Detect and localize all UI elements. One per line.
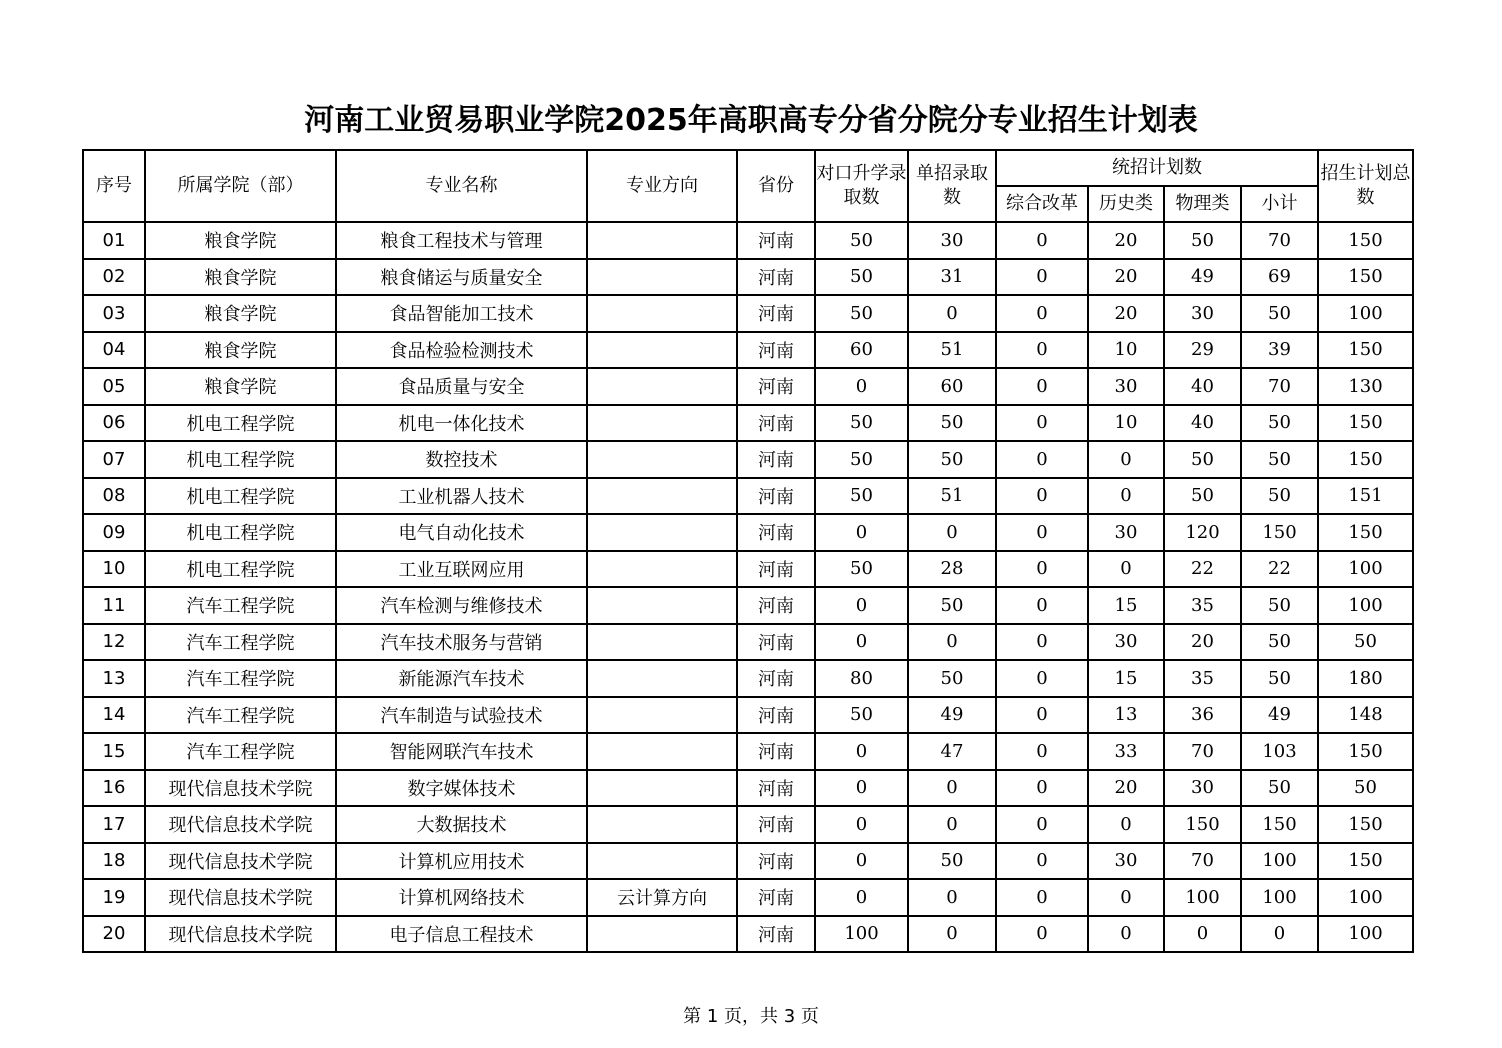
- cell-total: 150: [1318, 843, 1413, 880]
- cell-province: 河南: [737, 222, 815, 259]
- cell-zonghe: 0: [996, 478, 1088, 515]
- cell-lishi: 20: [1088, 222, 1164, 259]
- cell-wuli: 30: [1164, 295, 1241, 332]
- cell-total: 100: [1318, 295, 1413, 332]
- table-row: [83, 697, 1413, 734]
- cell-college: 粮食学院: [145, 259, 336, 296]
- cell-xiaoji: 22: [1241, 551, 1318, 588]
- cell-zonghe: 0: [996, 405, 1088, 442]
- cell-major: 数字媒体技术: [336, 770, 587, 807]
- cell-xiaoji: 100: [1241, 843, 1318, 880]
- cell-college: 机电工程学院: [145, 405, 336, 442]
- cell-seq: 15: [83, 733, 145, 770]
- cell-major: 粮食储运与质量安全: [336, 259, 587, 296]
- cell-duikou: 50: [815, 259, 908, 296]
- cell-xiaoji: 50: [1241, 441, 1318, 478]
- cell-wuli: 30: [1164, 770, 1241, 807]
- cell-lishi: 10: [1088, 405, 1164, 442]
- cell-seq: 06: [83, 405, 145, 442]
- cell-college: 汽车工程学院: [145, 660, 336, 697]
- cell-direction: [587, 295, 737, 332]
- cell-total: 150: [1318, 806, 1413, 843]
- cell-duikou: 50: [815, 478, 908, 515]
- cell-danzhao: 0: [908, 514, 996, 551]
- cell-province: 河南: [737, 879, 815, 916]
- table-body: [83, 222, 1413, 952]
- cell-xiaoji: 50: [1241, 624, 1318, 661]
- cell-province: 河南: [737, 843, 815, 880]
- cell-seq: 04: [83, 332, 145, 369]
- cell-duikou: 0: [815, 624, 908, 661]
- cell-major: 新能源汽车技术: [336, 660, 587, 697]
- cell-direction: [587, 916, 737, 953]
- cell-wuli: 0: [1164, 916, 1241, 953]
- cell-wuli: 29: [1164, 332, 1241, 369]
- cell-college: 现代信息技术学院: [145, 916, 336, 953]
- table-row: [83, 660, 1413, 697]
- table-row: [83, 222, 1413, 259]
- cell-danzhao: 49: [908, 697, 996, 734]
- cell-zonghe: 0: [996, 514, 1088, 551]
- cell-province: 河南: [737, 551, 815, 588]
- cell-seq: 16: [83, 770, 145, 807]
- cell-total: 100: [1318, 551, 1413, 588]
- cell-direction: [587, 587, 737, 624]
- cell-major: 电子信息工程技术: [336, 916, 587, 953]
- table-row: [83, 514, 1413, 551]
- cell-total: 130: [1318, 368, 1413, 405]
- cell-major: 食品检验检测技术: [336, 332, 587, 369]
- cell-wuli: 40: [1164, 368, 1241, 405]
- cell-college: 现代信息技术学院: [145, 806, 336, 843]
- cell-xiaoji: 50: [1241, 660, 1318, 697]
- table-row: [83, 295, 1413, 332]
- cell-danzhao: 50: [908, 587, 996, 624]
- cell-major: 汽车技术服务与营销: [336, 624, 587, 661]
- cell-xiaoji: 50: [1241, 770, 1318, 807]
- cell-major: 数控技术: [336, 441, 587, 478]
- cell-major: 汽车制造与试验技术: [336, 697, 587, 734]
- cell-total: 148: [1318, 697, 1413, 734]
- cell-province: 河南: [737, 916, 815, 953]
- cell-total: 150: [1318, 514, 1413, 551]
- header-xiaoji: 小计: [1241, 186, 1318, 222]
- cell-college: 粮食学院: [145, 332, 336, 369]
- cell-duikou: 0: [815, 770, 908, 807]
- cell-province: 河南: [737, 441, 815, 478]
- cell-duikou: 50: [815, 222, 908, 259]
- cell-xiaoji: 50: [1241, 405, 1318, 442]
- cell-direction: [587, 405, 737, 442]
- cell-zonghe: 0: [996, 587, 1088, 624]
- cell-major: 大数据技术: [336, 806, 587, 843]
- table-row: [83, 624, 1413, 661]
- header-danzhao: 单招录取数: [908, 150, 996, 222]
- cell-major: 工业互联网应用: [336, 551, 587, 588]
- cell-province: 河南: [737, 295, 815, 332]
- cell-seq: 05: [83, 368, 145, 405]
- cell-direction: [587, 551, 737, 588]
- cell-direction: [587, 478, 737, 515]
- cell-college: 机电工程学院: [145, 478, 336, 515]
- cell-seq: 13: [83, 660, 145, 697]
- cell-total: 100: [1318, 879, 1413, 916]
- cell-zonghe: 0: [996, 624, 1088, 661]
- cell-xiaoji: 70: [1241, 222, 1318, 259]
- cell-lishi: 15: [1088, 587, 1164, 624]
- cell-duikou: 50: [815, 697, 908, 734]
- cell-college: 汽车工程学院: [145, 624, 336, 661]
- cell-total: 150: [1318, 222, 1413, 259]
- cell-seq: 07: [83, 441, 145, 478]
- cell-direction: [587, 733, 737, 770]
- header-province: 省份: [737, 150, 815, 222]
- cell-wuli: 100: [1164, 879, 1241, 916]
- table-row: [83, 770, 1413, 807]
- cell-zonghe: 0: [996, 259, 1088, 296]
- cell-major: 计算机应用技术: [336, 843, 587, 880]
- header-total: 招生计划总数: [1318, 150, 1413, 222]
- table-row: [83, 259, 1413, 296]
- cell-total: 150: [1318, 259, 1413, 296]
- cell-seq: 10: [83, 551, 145, 588]
- cell-wuli: 50: [1164, 222, 1241, 259]
- cell-total: 100: [1318, 587, 1413, 624]
- header-direction: 专业方向: [587, 150, 737, 222]
- cell-major: 食品智能加工技术: [336, 295, 587, 332]
- cell-lishi: 20: [1088, 770, 1164, 807]
- cell-college: 现代信息技术学院: [145, 843, 336, 880]
- cell-major: 计算机网络技术: [336, 879, 587, 916]
- cell-seq: 19: [83, 879, 145, 916]
- cell-major: 食品质量与安全: [336, 368, 587, 405]
- cell-xiaoji: 103: [1241, 733, 1318, 770]
- cell-province: 河南: [737, 733, 815, 770]
- cell-direction: [587, 697, 737, 734]
- cell-zonghe: 0: [996, 879, 1088, 916]
- cell-direction: [587, 222, 737, 259]
- cell-duikou: 0: [815, 587, 908, 624]
- cell-zonghe: 0: [996, 295, 1088, 332]
- cell-duikou: 80: [815, 660, 908, 697]
- cell-total: 150: [1318, 332, 1413, 369]
- cell-xiaoji: 50: [1241, 587, 1318, 624]
- header-wuli: 物理类: [1164, 186, 1241, 222]
- cell-zonghe: 0: [996, 551, 1088, 588]
- cell-college: 粮食学院: [145, 295, 336, 332]
- cell-danzhao: 0: [908, 770, 996, 807]
- cell-seq: 11: [83, 587, 145, 624]
- table-row: [83, 368, 1413, 405]
- cell-province: 河南: [737, 624, 815, 661]
- page-title: 河南工业贸易职业学院2025年高职高专分省分院分专业招生计划表: [304, 103, 1198, 138]
- cell-zonghe: 0: [996, 332, 1088, 369]
- header-tongzhao: 统招计划数: [996, 150, 1318, 186]
- cell-danzhao: 50: [908, 405, 996, 442]
- cell-direction: [587, 259, 737, 296]
- cell-lishi: 30: [1088, 843, 1164, 880]
- header-lishi: 历史类: [1088, 186, 1164, 222]
- cell-major: 电气自动化技术: [336, 514, 587, 551]
- cell-lishi: 30: [1088, 514, 1164, 551]
- cell-college: 现代信息技术学院: [145, 879, 336, 916]
- header-college: 所属学院（部）: [145, 150, 336, 222]
- cell-province: 河南: [737, 368, 815, 405]
- cell-danzhao: 0: [908, 295, 996, 332]
- cell-danzhao: 31: [908, 259, 996, 296]
- cell-seq: 20: [83, 916, 145, 953]
- cell-danzhao: 51: [908, 478, 996, 515]
- table-row: [83, 916, 1413, 953]
- table-row: [83, 478, 1413, 515]
- cell-lishi: 13: [1088, 697, 1164, 734]
- cell-duikou: 0: [815, 733, 908, 770]
- cell-danzhao: 50: [908, 660, 996, 697]
- cell-danzhao: 50: [908, 441, 996, 478]
- cell-wuli: 50: [1164, 478, 1241, 515]
- cell-lishi: 0: [1088, 806, 1164, 843]
- cell-duikou: 0: [815, 368, 908, 405]
- cell-duikou: 50: [815, 551, 908, 588]
- cell-xiaoji: 0: [1241, 916, 1318, 953]
- cell-province: 河南: [737, 514, 815, 551]
- cell-duikou: 0: [815, 806, 908, 843]
- cell-danzhao: 50: [908, 843, 996, 880]
- cell-wuli: 20: [1164, 624, 1241, 661]
- header-seq: 序号: [83, 150, 145, 222]
- cell-seq: 09: [83, 514, 145, 551]
- cell-wuli: 150: [1164, 806, 1241, 843]
- cell-duikou: 50: [815, 441, 908, 478]
- cell-province: 河南: [737, 770, 815, 807]
- cell-seq: 02: [83, 259, 145, 296]
- table-row: [83, 441, 1413, 478]
- header-zonghe: 综合改革: [996, 186, 1088, 222]
- cell-major: 汽车检测与维修技术: [336, 587, 587, 624]
- cell-lishi: 0: [1088, 478, 1164, 515]
- cell-direction: [587, 806, 737, 843]
- enrollment-plan-table: [82, 149, 1414, 953]
- cell-zonghe: 0: [996, 368, 1088, 405]
- cell-danzhao: 60: [908, 368, 996, 405]
- cell-college: 汽车工程学院: [145, 587, 336, 624]
- cell-lishi: 33: [1088, 733, 1164, 770]
- cell-province: 河南: [737, 478, 815, 515]
- cell-total: 151: [1318, 478, 1413, 515]
- table-row: [83, 733, 1413, 770]
- cell-province: 河南: [737, 405, 815, 442]
- cell-xiaoji: 50: [1241, 295, 1318, 332]
- table-row: [83, 551, 1413, 588]
- cell-lishi: 20: [1088, 259, 1164, 296]
- cell-college: 现代信息技术学院: [145, 770, 336, 807]
- cell-seq: 03: [83, 295, 145, 332]
- cell-lishi: 0: [1088, 916, 1164, 953]
- cell-college: 粮食学院: [145, 368, 336, 405]
- cell-zonghe: 0: [996, 697, 1088, 734]
- cell-zonghe: 0: [996, 843, 1088, 880]
- cell-wuli: 120: [1164, 514, 1241, 551]
- cell-seq: 18: [83, 843, 145, 880]
- cell-duikou: 60: [815, 332, 908, 369]
- cell-province: 河南: [737, 587, 815, 624]
- cell-duikou: 0: [815, 514, 908, 551]
- cell-major: 粮食工程技术与管理: [336, 222, 587, 259]
- cell-wuli: 40: [1164, 405, 1241, 442]
- cell-college: 粮食学院: [145, 222, 336, 259]
- cell-danzhao: 0: [908, 916, 996, 953]
- cell-lishi: 10: [1088, 332, 1164, 369]
- cell-wuli: 35: [1164, 660, 1241, 697]
- cell-direction: [587, 332, 737, 369]
- cell-seq: 14: [83, 697, 145, 734]
- cell-xiaoji: 100: [1241, 879, 1318, 916]
- cell-direction: [587, 624, 737, 661]
- cell-danzhao: 0: [908, 879, 996, 916]
- cell-xiaoji: 49: [1241, 697, 1318, 734]
- cell-direction: [587, 660, 737, 697]
- cell-wuli: 49: [1164, 259, 1241, 296]
- cell-duikou: 0: [815, 879, 908, 916]
- cell-duikou: 50: [815, 295, 908, 332]
- cell-seq: 08: [83, 478, 145, 515]
- cell-wuli: 70: [1164, 843, 1241, 880]
- cell-province: 河南: [737, 697, 815, 734]
- cell-province: 河南: [737, 259, 815, 296]
- cell-xiaoji: 69: [1241, 259, 1318, 296]
- cell-zonghe: 0: [996, 770, 1088, 807]
- cell-total: 50: [1318, 770, 1413, 807]
- cell-danzhao: 30: [908, 222, 996, 259]
- cell-total: 150: [1318, 733, 1413, 770]
- cell-lishi: 30: [1088, 624, 1164, 661]
- cell-wuli: 70: [1164, 733, 1241, 770]
- table-row: [83, 806, 1413, 843]
- cell-lishi: 20: [1088, 295, 1164, 332]
- cell-danzhao: 0: [908, 806, 996, 843]
- cell-seq: 12: [83, 624, 145, 661]
- cell-major: 工业机器人技术: [336, 478, 587, 515]
- cell-seq: 01: [83, 222, 145, 259]
- cell-major: 智能网联汽车技术: [336, 733, 587, 770]
- cell-xiaoji: 70: [1241, 368, 1318, 405]
- cell-direction: 云计算方向: [587, 879, 737, 916]
- cell-danzhao: 0: [908, 624, 996, 661]
- cell-wuli: 36: [1164, 697, 1241, 734]
- table-row: [83, 879, 1413, 916]
- cell-direction: [587, 770, 737, 807]
- header-major: 专业名称: [336, 150, 587, 222]
- cell-danzhao: 28: [908, 551, 996, 588]
- cell-danzhao: 51: [908, 332, 996, 369]
- cell-duikou: 50: [815, 405, 908, 442]
- cell-zonghe: 0: [996, 441, 1088, 478]
- cell-wuli: 35: [1164, 587, 1241, 624]
- cell-province: 河南: [737, 660, 815, 697]
- cell-lishi: 30: [1088, 368, 1164, 405]
- cell-wuli: 50: [1164, 441, 1241, 478]
- cell-xiaoji: 150: [1241, 514, 1318, 551]
- cell-lishi: 0: [1088, 879, 1164, 916]
- cell-zonghe: 0: [996, 660, 1088, 697]
- cell-seq: 17: [83, 806, 145, 843]
- cell-zonghe: 0: [996, 916, 1088, 953]
- cell-lishi: 0: [1088, 441, 1164, 478]
- cell-xiaoji: 39: [1241, 332, 1318, 369]
- cell-duikou: 0: [815, 843, 908, 880]
- header-duikou: 对口升学录取数: [815, 150, 908, 222]
- cell-major: 机电一体化技术: [336, 405, 587, 442]
- cell-total: 50: [1318, 624, 1413, 661]
- cell-wuli: 22: [1164, 551, 1241, 588]
- cell-total: 150: [1318, 441, 1413, 478]
- cell-college: 机电工程学院: [145, 551, 336, 588]
- cell-duikou: 100: [815, 916, 908, 953]
- cell-college: 汽车工程学院: [145, 697, 336, 734]
- cell-zonghe: 0: [996, 222, 1088, 259]
- cell-xiaoji: 50: [1241, 478, 1318, 515]
- table-row: [83, 332, 1413, 369]
- cell-direction: [587, 843, 737, 880]
- cell-total: 180: [1318, 660, 1413, 697]
- cell-college: 汽车工程学院: [145, 733, 336, 770]
- cell-direction: [587, 514, 737, 551]
- cell-zonghe: 0: [996, 806, 1088, 843]
- cell-xiaoji: 150: [1241, 806, 1318, 843]
- cell-total: 150: [1318, 405, 1413, 442]
- cell-lishi: 15: [1088, 660, 1164, 697]
- cell-province: 河南: [737, 332, 815, 369]
- table-row: [83, 405, 1413, 442]
- cell-zonghe: 0: [996, 733, 1088, 770]
- table-row: [83, 843, 1413, 880]
- cell-lishi: 0: [1088, 551, 1164, 588]
- page-footer: 第 1 页，共 3 页: [683, 1006, 819, 1027]
- cell-direction: [587, 368, 737, 405]
- cell-province: 河南: [737, 806, 815, 843]
- cell-college: 机电工程学院: [145, 514, 336, 551]
- table-row: [83, 587, 1413, 624]
- cell-danzhao: 47: [908, 733, 996, 770]
- cell-direction: [587, 441, 737, 478]
- cell-total: 100: [1318, 916, 1413, 953]
- cell-college: 机电工程学院: [145, 441, 336, 478]
